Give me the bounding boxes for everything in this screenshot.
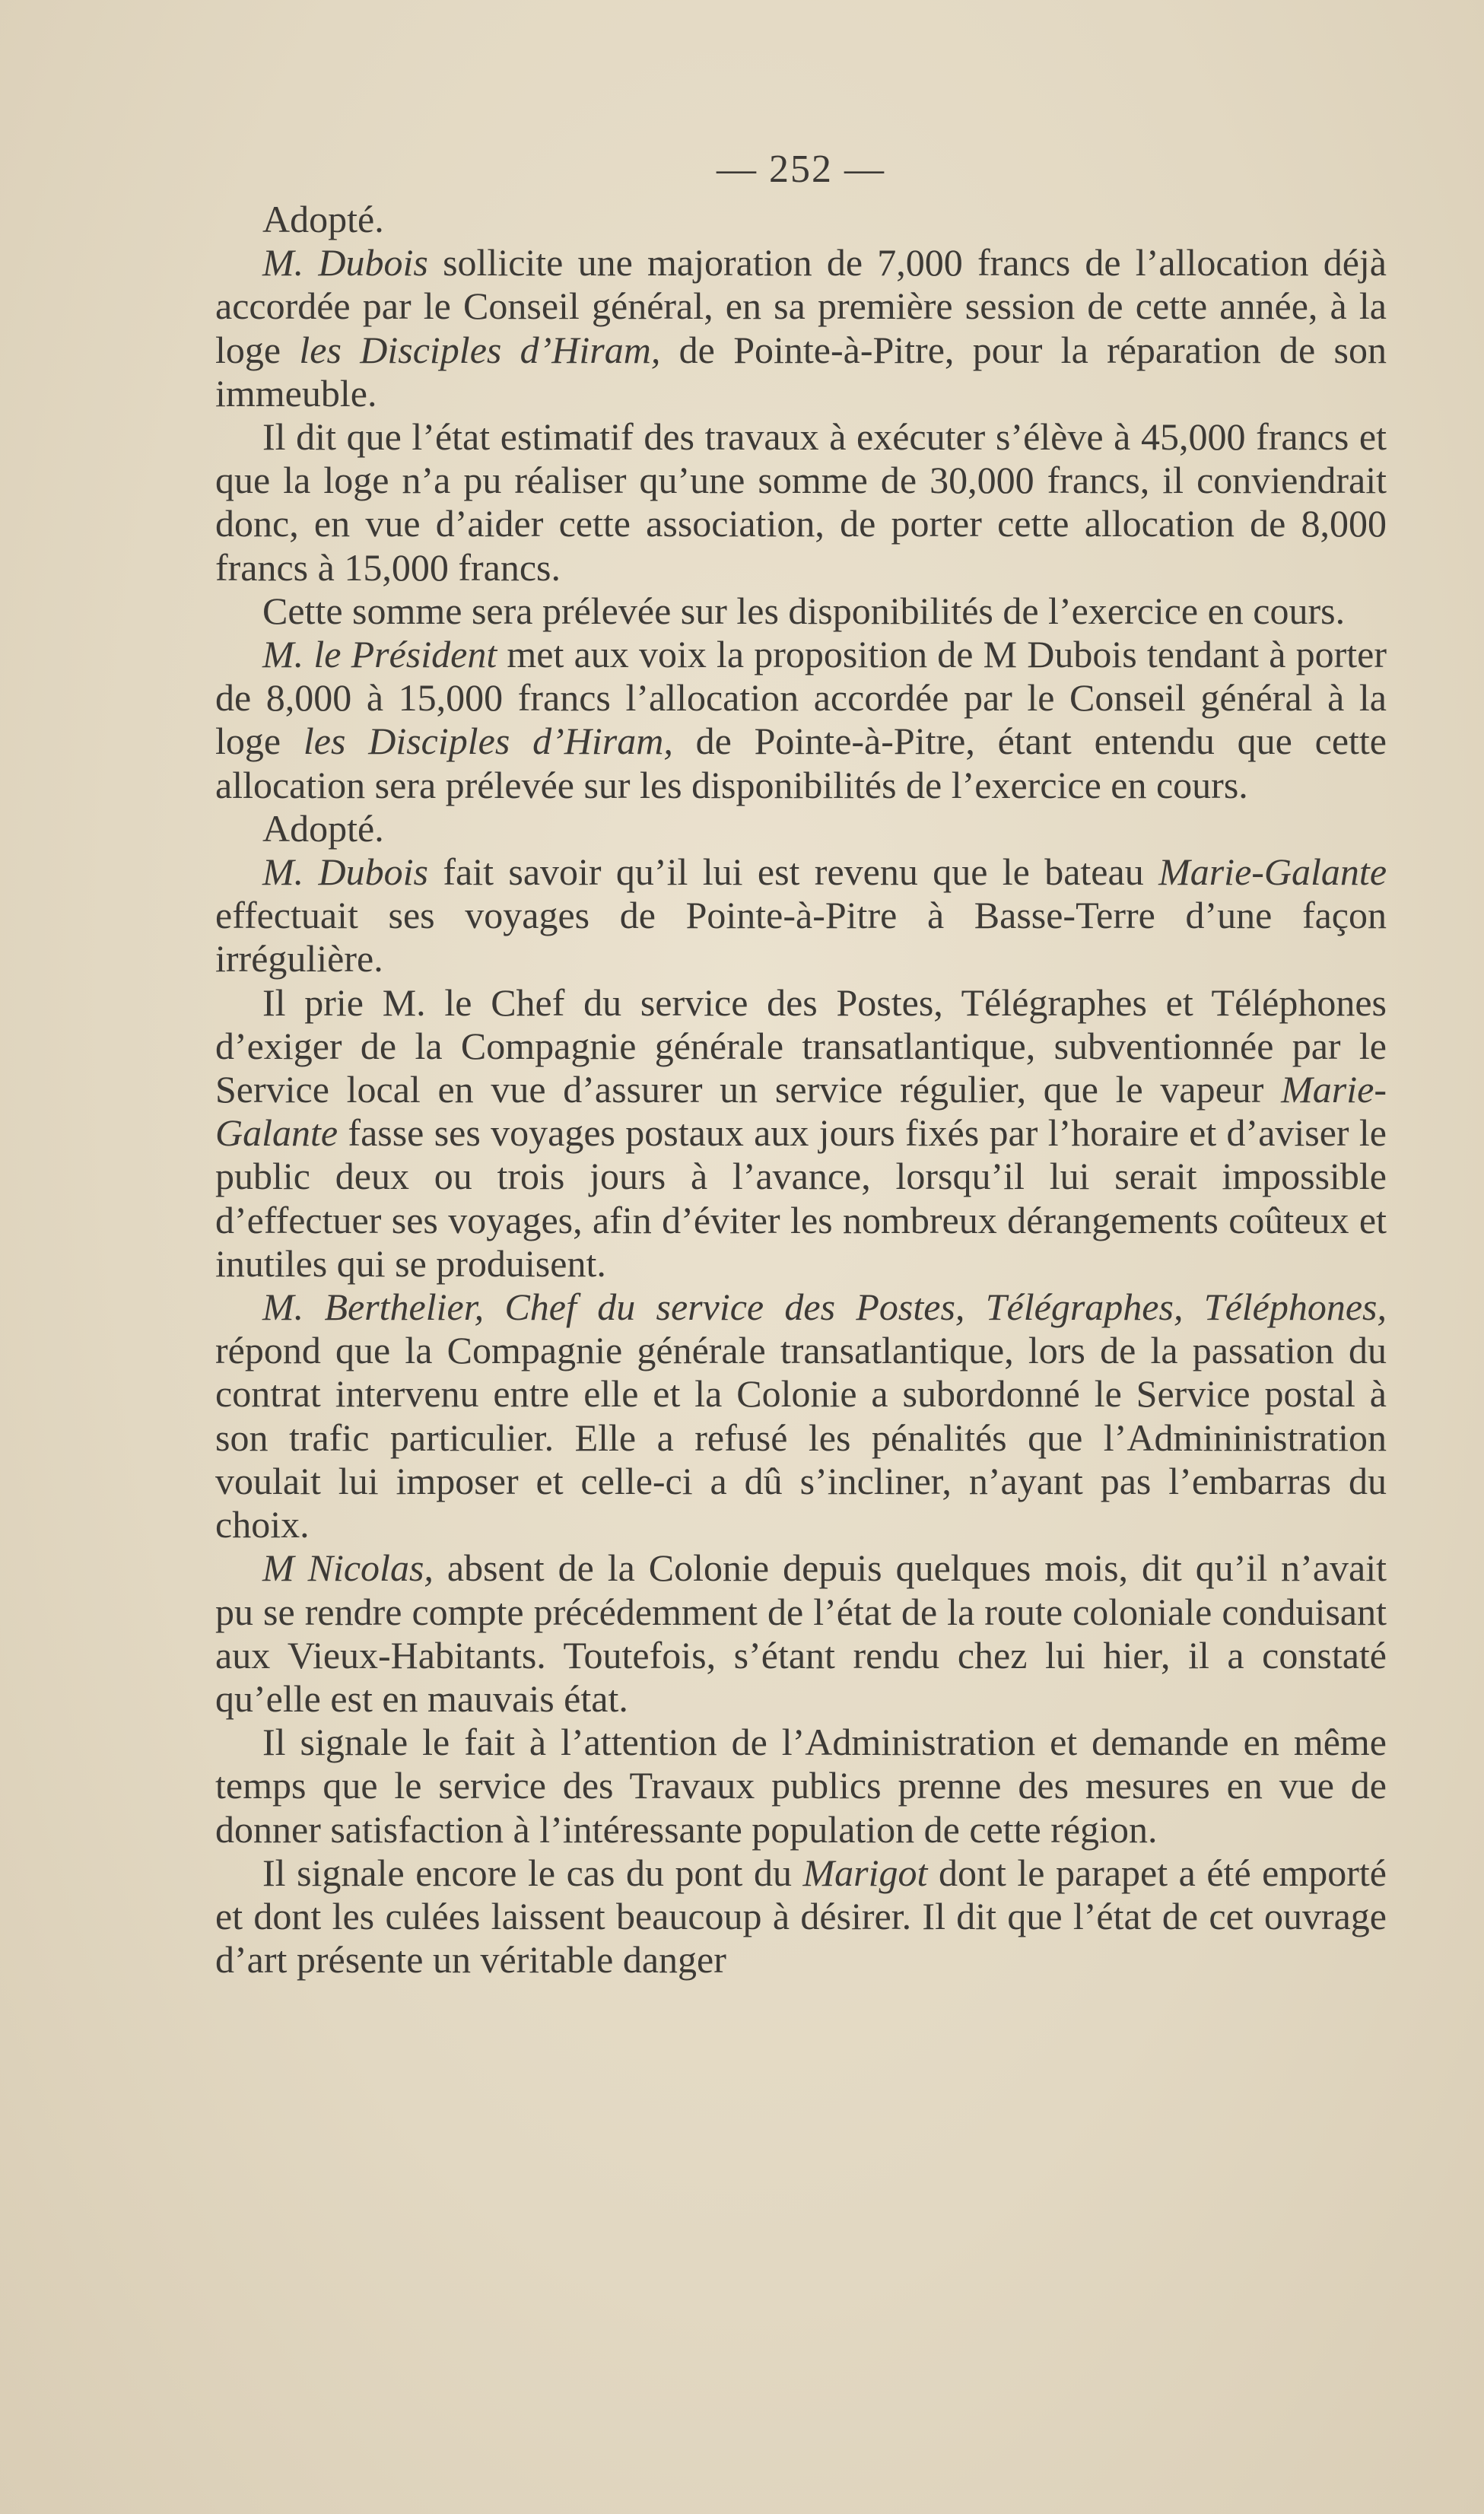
ship-name: Marie-Galante xyxy=(1158,850,1387,894)
paragraph-text: fasse ses voyages postaux aux jours fixés par l’horaire et d’aviser le public deux ou trois jours à l’avance, lorsqu’il lui serait impossible d’effectuer ses voyages, afin d’éviter les nombreux dérangements coûteux et inutiles qui se produisent. xyxy=(215,1111,1387,1285)
paragraph-text: répond que la Compagnie générale transatlantique, lors de la passation du contrat intervenu entre elle et la Colonie a subordonné le Service postal à son trafic particulier. Elle a refusé les pénalités que l’Admininistration voulait lui imposer et celle-ci a dû s’incliner, n’ayant pas l’embarras du choix. xyxy=(215,1329,1387,1546)
speaker-name: M. Dubois xyxy=(262,241,428,284)
paragraph-text: de Pointe-à-Pitre, pour la réparation de son immeuble. xyxy=(215,328,1387,415)
paragraph-text: met aux voix la proposition de M Dubois tendant à porter de 8,000 à 15,000 francs l’allocation accordée par le Conseil général à la loge xyxy=(215,633,1387,763)
lodge-name: les Disciples d’Hiram, xyxy=(299,328,661,371)
lodge-name: les Disciples d’Hiram, xyxy=(303,720,673,763)
paragraph xyxy=(215,807,1387,850)
paragraph-text: Il prie M. le Chef du service des Postes, Télégraphes et Téléphones d’exiger de la Compagnie générale transatlantique, subventionnée par le Service local en vue d’assurer un service régulier, que le vapeur xyxy=(215,980,1387,1111)
page-number: — 252 — xyxy=(717,148,885,191)
paragraph xyxy=(215,590,1387,633)
paragraph-text: Il signale le fait à l’attention de l’Administration et demande en même temps que le service des Travaux publics prenne des mesures en vue de donner satisfaction à l’intéressante population de cette région. xyxy=(215,1721,1387,1851)
paragraph-text: sollicite une majoration de 7,000 francs de l’allocation déjà accordée par le Conseil général, en sa première session de cette année, à la loge xyxy=(215,241,1387,371)
paragraph xyxy=(215,633,1387,807)
paragraph-text: Adopté. xyxy=(262,198,384,240)
paragraph xyxy=(215,981,1387,1286)
paragraph-text: dont le parapet a été emporté et dont les culées laissent beaucoup à désirer. Il dit que l’état de cet ouvrage d’art présente un véritable danger xyxy=(215,1851,1387,1982)
speaker-name: M. Berthelier, Chef du service des Postes, Télégraphes, Téléphones, xyxy=(262,1286,1387,1329)
paragraph-text: effectuait ses voyages de Pointe-à-Pitre à Basse-Terre d’une façon irrégulière. xyxy=(215,894,1387,980)
paragraph-text: de Pointe-à-Pitre, étant entendu que cette allocation sera prélevée sur les disponibilités de l’exercice en cours. xyxy=(215,720,1387,806)
paragraph-text: Il dit que l’état estimatif des travaux à exécuter s’élève à 45,000 francs et que la loge n’a pu réaliser qu’une somme de 30,000 francs, il conviendrait donc, en vue d’aider cette association, de porter cette allocation de 8,000 francs à 15,000 francs. xyxy=(215,415,1387,589)
paragraph xyxy=(215,850,1387,981)
paragraph-text: Cette somme sera prélevée sur les disponibilités de l’exercice en cours. xyxy=(262,589,1346,632)
paragraph xyxy=(215,1851,1387,1982)
paragraph xyxy=(215,241,1387,415)
paragraph xyxy=(215,1286,1387,1546)
paragraph-text: absent de la Colonie depuis quelques mois, dit qu’il n’avait pu se rendre compte précédemment de l’état de la route coloniale conduisant aux Vieux-Habitants. Toutefois, s’étant rendu chez lui hier, il a constaté qu’elle est en mauvais état. xyxy=(215,1546,1387,1720)
page-content xyxy=(215,141,1387,1982)
paragraph-text: Il signale encore le cas du pont du xyxy=(262,1851,803,1894)
paragraph xyxy=(215,1546,1387,1721)
paragraph xyxy=(215,1721,1387,1851)
paragraph-text: Adopté. xyxy=(262,806,384,850)
ship-name: Marie-Galante xyxy=(215,1068,1387,1155)
paragraph xyxy=(215,415,1387,590)
paragraph-text: fait savoir qu’il lui est revenu que le bateau xyxy=(427,850,1159,894)
paragraph xyxy=(215,198,1387,241)
place-name: Marigot xyxy=(802,1851,928,1894)
speaker-name: M. le Président xyxy=(262,633,497,676)
speaker-name: M. Dubois xyxy=(262,850,428,894)
speaker-name: M Nicolas, xyxy=(262,1546,434,1590)
